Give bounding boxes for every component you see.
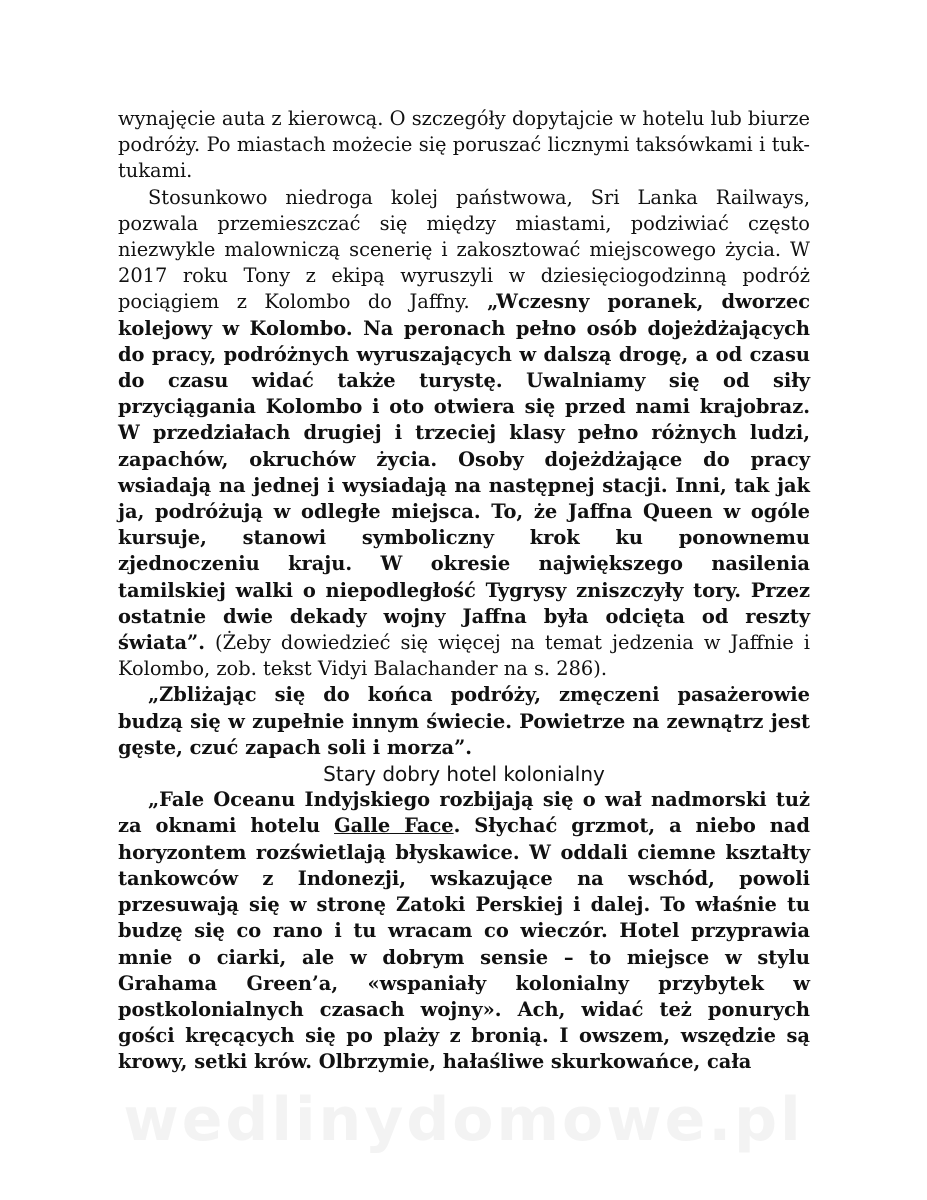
- hotel-quote-start: „Fale Oceanu Indyjskiego rozbijają się o wał nadmorski tuż za oknami hotelu: [118, 788, 810, 838]
- cross-reference-note: (Żeby dowiedzieć się więcej na temat jedzenia w Jaffnie i Kolombo, zob. tekst Vidyi Balachander na s. 286).: [118, 631, 810, 681]
- hotel-name-link[interactable]: Galle Face: [334, 814, 454, 838]
- paragraph-railways: [118, 185, 810, 683]
- train-journey-quote: „Wczesny poranek, dworzec kolejowy w Kolombo. Na peronach pełno osób dojeżdżających do pracy, podróżnych wyruszających w dalszą drogę, a od czasu do czasu widać także turystę. Uwalniamy się od siły przyciągania Kolombo i oto otwiera się przed nami krajobraz. W przedziałach drugiej i trzeciej klasy pełno różnych ludzi, zapachów, okruchów życia. Osoby dojeżdżające do pracy wsiadają na jednej i wysiadają na następnej stacji. Inni, tak jak ja, podróżują w odległe miejsca. To, że Jaffna Queen w ogóle kursuje, stanowi symboliczny krok ku ponownemu zjednoczeniu kraju. W okresie największego nasilenia tamilskiej walki o niepodległość Tygrysy zniszczyły tory. Przez ostatnie dwie dekady wojny Jaffna była odcięta od reszty świata”.: [118, 290, 811, 655]
- paragraph-text: wynajęcie auta z kierowcą. O szczegóły dopytajcie w hotelu lub biurze podróży. Po miastach możecie się poruszać licznymi taksówkami i tuk-tukami.: [118, 107, 810, 183]
- paragraph-car-rental: [118, 106, 810, 185]
- watermark: wedlinydomowe.pl: [123, 1085, 804, 1155]
- hotel-quote-rest: . Słychać grzmot, a niebo nad horyzontem rozświetlają błyskawice. W oddali ciemne kształty tankowców z Indonezji, wskazujące na wschód, powoli przesuwają się w stronę Zatoki Perskiej i dalej. To właśnie tu budzę się co rano i tu wracam co wieczór. Hotel przyprawia mnie o ciarki, ale w dobrym sensie – to miejsce w stylu Grahama Green’a, «wspaniały kolonialny przybytek w postkolonialnych czasach wojny». Ach, widać też ponurych gości kręcących się po plaży z bronią. I owszem, wszędzie są krowy, setki krów. Olbrzymie, hałaśliwe skurkowańce, cała: [118, 814, 810, 1074]
- section-heading: Stary dobry hotel kolonialny: [323, 762, 605, 787]
- paragraph-intro: Stosunkowo niedroga kolej państwowa, Sri Lanka Railways, pozwala przemieszczać się między miastami, podziwiać często niezwykle malowniczą scenerię i zakosztować miejscowego życia. W 2017 roku Tony z ekipą wyruszyli w dziesięciogodzinną podróż pociągiem z Kolombo do Jaffny.: [118, 185, 810, 314]
- paragraph-journey-end: [118, 682, 810, 761]
- paragraph-hotel: [118, 787, 810, 1075]
- book-page: [118, 106, 810, 1076]
- journey-end-quote: „Zbliżając się do końca podróży, zmęczeni pasażerowie budzą się w zupełnie innym świecie. Powietrze na zewnątrz jest gęste, czuć zapach soli i morza”.: [118, 683, 810, 759]
